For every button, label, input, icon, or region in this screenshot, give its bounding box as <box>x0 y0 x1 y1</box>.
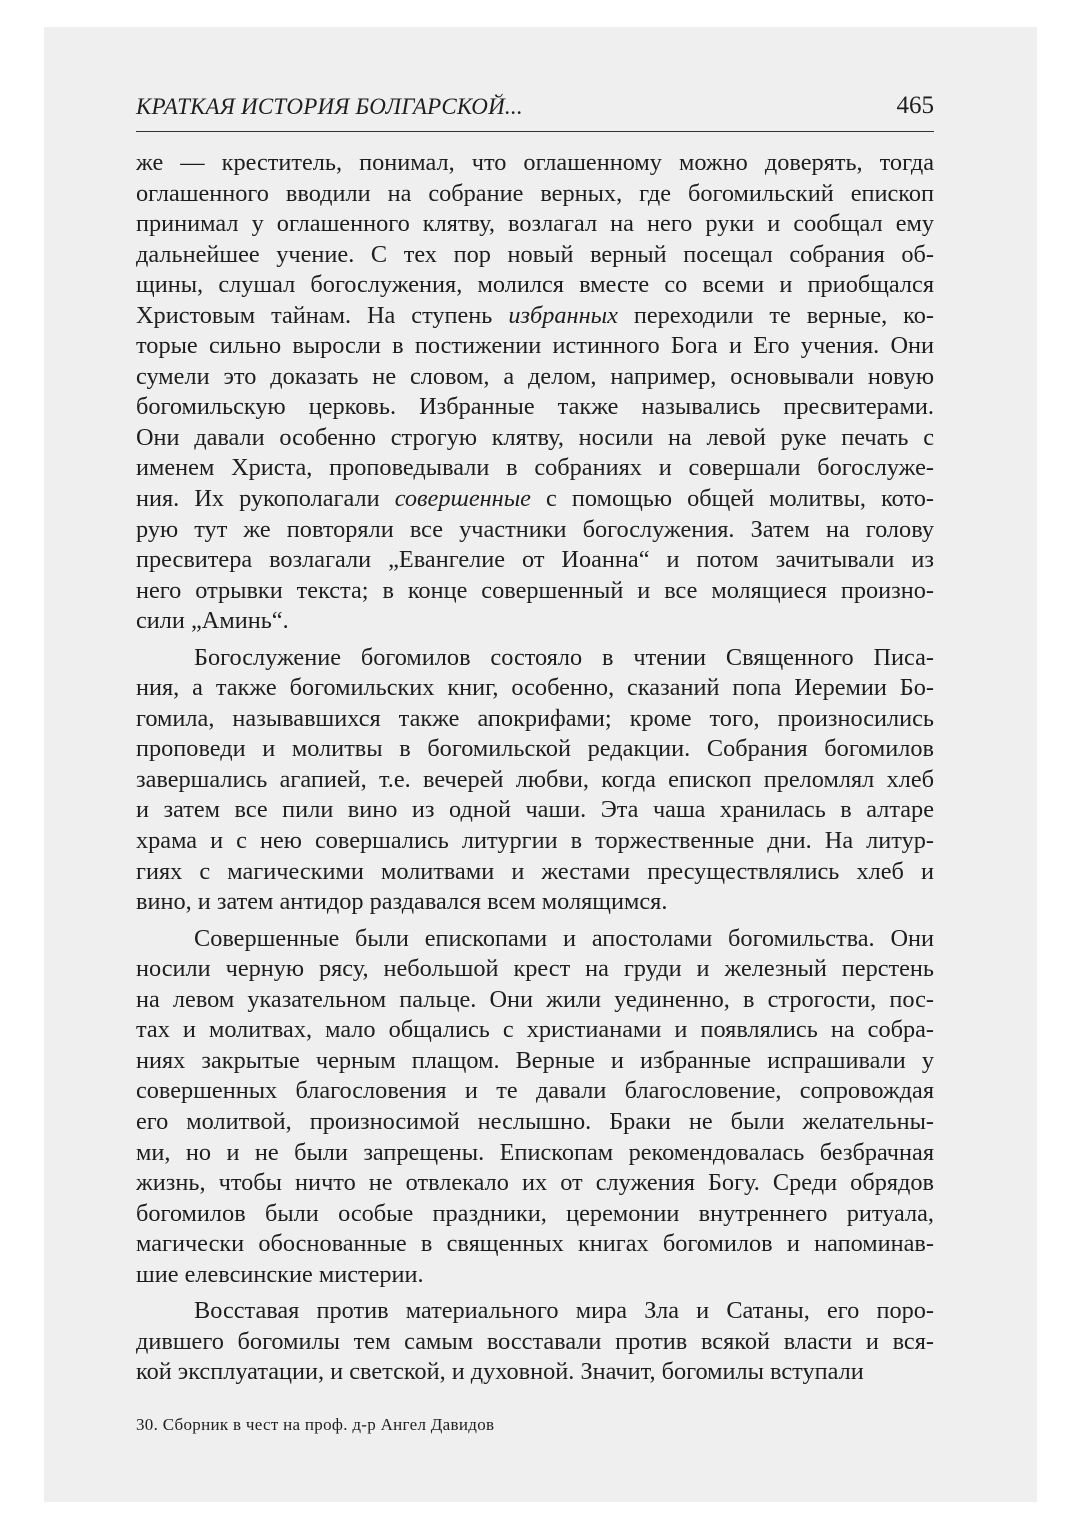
text-line <box>136 484 934 515</box>
text-line <box>136 1260 934 1291</box>
body-text <box>136 148 934 1388</box>
text-run: Богослужение богомилов состояло в чтении Священного Писа- <box>194 643 934 671</box>
running-title: КРАТКАЯ ИСТОРИЯ БОЛГАРСКОЙ... <box>136 94 523 119</box>
text-line <box>136 1199 934 1230</box>
paragraph <box>136 148 934 637</box>
text-run: проповеди и молитвы в богомильской редакции. Собрания богомилов <box>136 735 934 763</box>
text-run: ниях закрытые черным плащом. Верные и избранные испрашивали у <box>136 1046 934 1074</box>
text-line <box>136 1357 934 1388</box>
text-line <box>136 795 934 826</box>
header-rule <box>136 131 934 132</box>
text-run: кой эксплуатации, и светской, и духовной. Значит, богомилы вступали <box>136 1358 864 1386</box>
text-run: совершенных благословения и те давали благословение, сопровождая <box>136 1077 934 1105</box>
text-line <box>136 1296 934 1327</box>
text-line <box>136 1015 934 1046</box>
text-line <box>136 606 934 637</box>
text-run: тах и молитвах, мало общались с христианами и появлялись на собра- <box>136 1016 934 1044</box>
text-line <box>136 331 934 362</box>
text-run: богомильскую церковь. Избранные также назывались пресвитерами. <box>136 393 934 421</box>
text-run: вино, и затем антидор раздавался всем молящимся. <box>136 888 668 916</box>
text-run: богомилов были особые праздники, церемонии внутреннего ритуала, <box>136 1199 934 1227</box>
text-run: сили „Аминь“. <box>136 607 289 635</box>
text-line <box>136 673 934 704</box>
text-run: Восставая против материального мира Зла и Сатаны, его поро- <box>194 1297 934 1325</box>
italic-term: избранных <box>508 301 618 329</box>
text-line <box>136 734 934 765</box>
text-run: торые сильно выросли в постижении истинного Бога и Его учения. Они <box>136 332 934 360</box>
text-run: переходили те верные, ко- <box>617 301 934 329</box>
text-run: сумели это доказать не словом, а делом, например, основывали новую <box>136 362 934 390</box>
text-line <box>136 545 934 576</box>
text-line <box>136 704 934 735</box>
text-run: магически обоснованные в священных книгах богомилов и напоминав- <box>136 1230 934 1258</box>
text-line <box>136 1076 934 1107</box>
text-run: с помощью общей молитвы, кото- <box>530 485 934 513</box>
text-run: гиях с магическими молитвами и жестами пресуществлялись хлеб и <box>136 857 934 885</box>
text-run: Они давали особенно строгую клятву, носили на левой руке печать с <box>136 423 934 451</box>
text-run: дившего богомилы тем самым восставали против всякой власти и вся- <box>136 1327 934 1355</box>
paragraph <box>136 643 934 918</box>
text-line <box>136 576 934 607</box>
text-run: щины, слушал богослужения, молился вместе со всеми и приобщался <box>136 271 934 299</box>
text-run: дальнейшее учение. С тех пор новый верный посещал собрания об- <box>136 240 934 268</box>
text-run: оглашенного вводили на собрание верных, где богомильский епископ <box>136 179 934 207</box>
text-line <box>136 423 934 454</box>
text-run: него отрывки текста; в конце совершенный и все молящиеся произно- <box>136 576 934 604</box>
text-line <box>136 924 934 955</box>
text-run: принимал у оглашенного клятву, возлагал на него руки и сообщал ему <box>136 210 934 238</box>
text-line <box>136 1229 934 1260</box>
text-run: гомила, называвшихся также апокрифами; кроме того, произносились <box>136 704 934 732</box>
text-line <box>136 515 934 546</box>
text-line <box>136 453 934 484</box>
text-run: шие елевсинские мистерии. <box>136 1260 424 1288</box>
text-run: Христовым тайнам. На ступень <box>136 301 509 329</box>
text-line <box>136 1327 934 1358</box>
page-header <box>136 88 934 128</box>
text-line <box>136 887 934 918</box>
text-line <box>136 857 934 888</box>
text-run: же — креститель, понимал, что оглашенному можно доверять, тогда <box>136 149 934 176</box>
paragraph <box>136 924 934 1291</box>
text-line <box>136 362 934 393</box>
text-run: ния, а также богомильских книг, особенно, сказаний попа Иеремии Бо- <box>136 674 934 702</box>
text-run: ми, но и не были запрещены. Епископам рекомендовалась безбрачная <box>136 1138 934 1166</box>
text-run: именем Христа, проповедывали в собраниях и совершали богослуже- <box>136 454 934 482</box>
text-line <box>136 1046 934 1077</box>
text-run: рую тут же повторяли все участники богослужения. Затем на голову <box>136 515 934 543</box>
text-line <box>136 985 934 1016</box>
text-line <box>136 954 934 985</box>
text-line <box>136 270 934 301</box>
text-line <box>136 179 934 210</box>
text-line <box>136 1107 934 1138</box>
text-line <box>136 643 934 674</box>
text-line <box>136 301 934 332</box>
text-run: носили черную рясу, небольшой крест на груди и железный перстень <box>136 955 934 983</box>
text-line <box>136 392 934 423</box>
text-run: ния. Их рукополагали <box>136 485 395 513</box>
signature-footnote: 30. Сборник в чест на проф. д-р Ангел Давидов <box>136 1415 495 1434</box>
text-run: пресвитера возлагали „Евангелие от Иоанна“ и потом зачитывали из <box>136 546 934 574</box>
text-line <box>136 1168 934 1199</box>
text-run: и затем все пили вино из одной чаши. Эта чаша хранилась в алтаре <box>136 796 934 824</box>
text-line <box>136 148 934 179</box>
text-run: завершались агапией, т.е. вечерей любви, когда епископ преломлял хлеб <box>136 765 934 793</box>
italic-term: совершенные <box>394 485 531 513</box>
page-number: 465 <box>896 92 934 119</box>
text-line <box>136 765 934 796</box>
text-run: храма и с нею совершались литургии в торжественные дни. На литур- <box>136 827 934 855</box>
text-run: на левом указательном пальце. Они жили уединенно, в строгости, пос- <box>136 985 934 1013</box>
text-line <box>136 209 934 240</box>
text-line <box>136 240 934 271</box>
text-line <box>136 826 934 857</box>
paragraph <box>136 1296 934 1388</box>
text-line <box>136 1138 934 1169</box>
text-run: Совершенные были епископами и апостолами богомильства. Они <box>194 924 934 952</box>
text-run: жизнь, чтобы ничто не отвлекало их от служения Богу. Среди обрядов <box>136 1169 934 1197</box>
text-run: его молитвой, произносимой неслышно. Браки не были желательны- <box>136 1107 934 1135</box>
